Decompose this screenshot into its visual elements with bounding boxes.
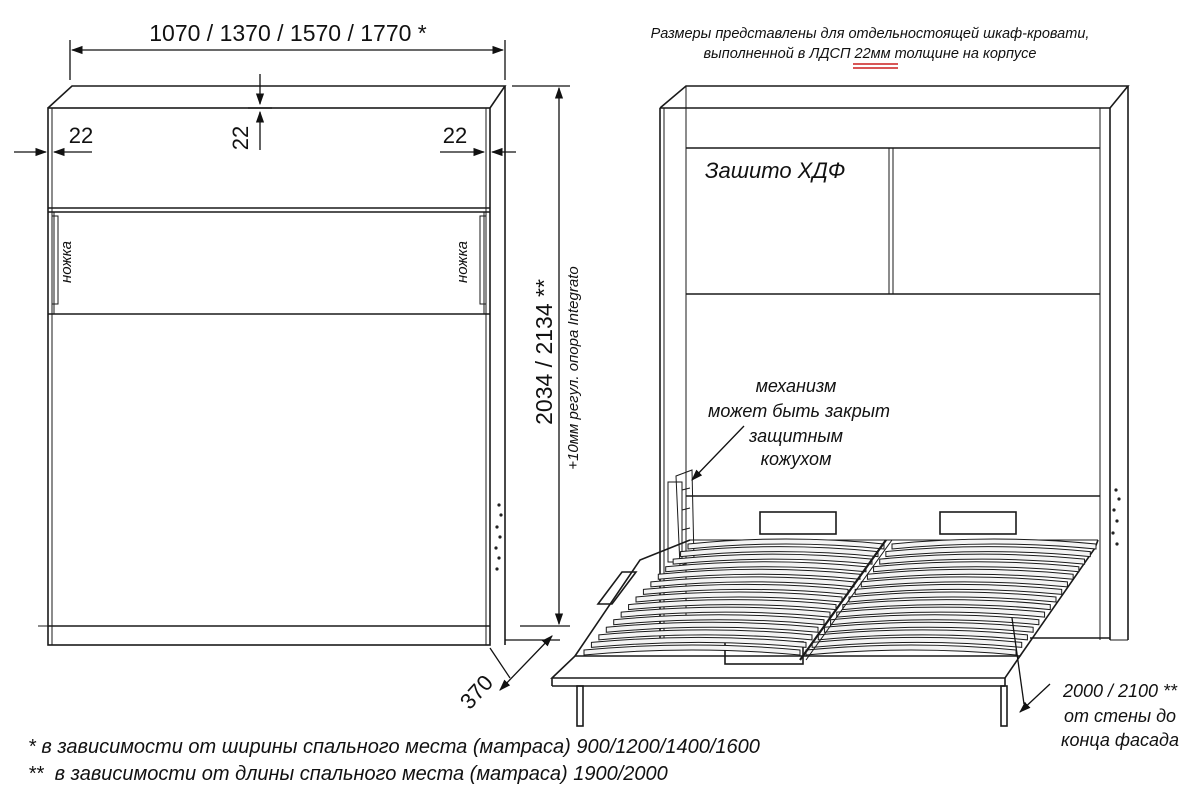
mechanism-note-line3: защитным (749, 426, 843, 446)
bed-leg-right (1001, 686, 1007, 726)
mechanism-note-line4: кожухом (760, 449, 832, 469)
width-dimension-label: 1070 / 1370 / 1570 / 1770 * (149, 20, 427, 46)
top-panel-thickness-label: 22 (228, 125, 253, 151)
cabinet-outer-frame (48, 108, 490, 645)
side-bracket (598, 572, 636, 604)
bed-base-platform (552, 656, 1020, 678)
height-dimension-note: +10мм регул. опора Integrato (565, 266, 582, 470)
open-cabinet-top-edge (660, 86, 1128, 108)
mechanism-note-line1: механизм (755, 376, 837, 396)
cabinet-top-edge (48, 86, 505, 108)
depth-dimension (490, 636, 560, 690)
left-panel-thickness-label: 22 (68, 123, 94, 148)
hdf-label: Зашито ХДФ (705, 158, 846, 183)
headboard-handle-left (760, 512, 836, 534)
mechanism-note-line2: может быть закрыт (708, 401, 890, 421)
footnote-width: * в зависимости от ширины спального места (матраса) 900/1200/1400/1600 (28, 736, 760, 758)
mechanism-note (692, 376, 890, 480)
headboard-handle-right (940, 512, 1016, 534)
header-note-line2: выполненной в ЛДСП 22мм толщине на корпусе (703, 46, 1037, 62)
header-note-line1: Размеры представлены для отдельностоящей шкаф-кровати, (650, 26, 1090, 42)
header-note-highlight: 22мм (854, 46, 891, 62)
side-holes-right-view (1111, 488, 1120, 545)
footnote-length: ** в зависимости от длины спального места (матраса) 1900/2000 (28, 763, 668, 785)
leg-left-label: ножка (58, 240, 75, 284)
depth-dimension-label: 370 (454, 669, 499, 714)
header-note (651, 26, 1090, 68)
height-dimension-label: 2034 / 2134 ** (531, 279, 557, 425)
right-slat (806, 645, 1016, 655)
bed-leg-left (577, 686, 583, 726)
leg-right-label: ножка (454, 240, 471, 284)
open-depth-note-line1: от стены до (1063, 706, 1177, 726)
right-panel-thickness-label: 22 (442, 123, 468, 148)
bed-frame-panel (54, 212, 484, 314)
leg-right-box (480, 216, 486, 304)
open-depth-label: 2000 / 2100 ** (1062, 681, 1178, 701)
left-slat (584, 645, 800, 655)
width-dimension (70, 40, 505, 80)
open-depth-note-line2: конца фасада (1061, 730, 1179, 750)
closed-cabinet-front-view (38, 86, 505, 645)
side-holes-left-view (494, 503, 502, 570)
